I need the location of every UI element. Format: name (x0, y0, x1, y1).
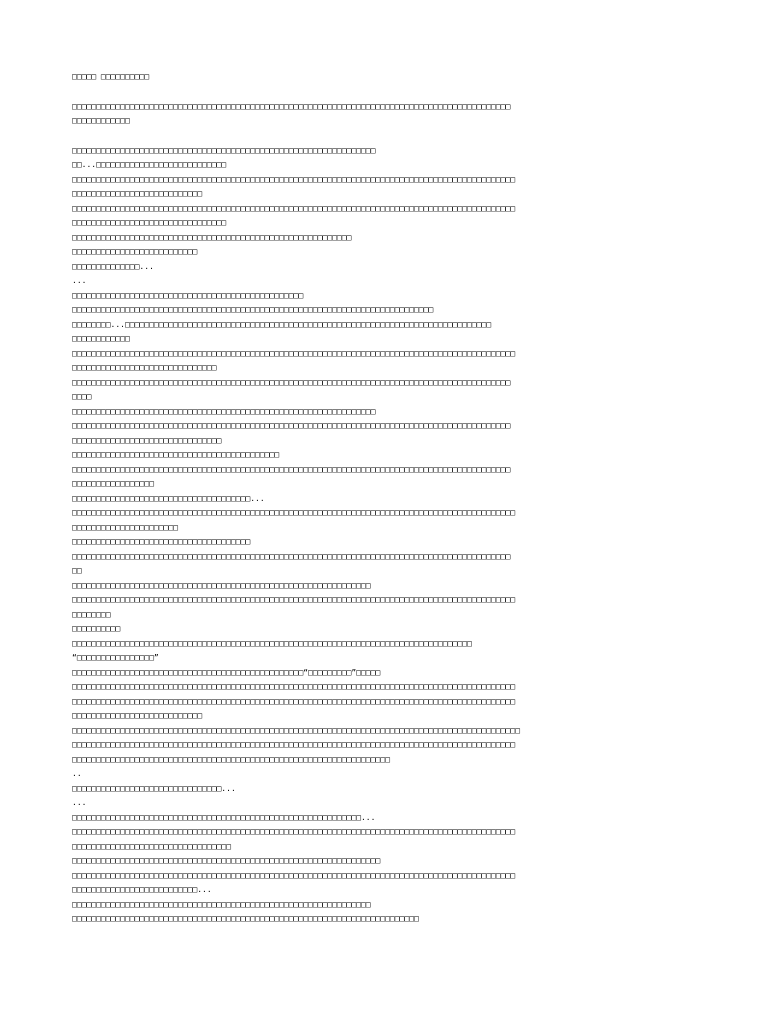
text-line: □□□□□□□□□□□□□□... (72, 261, 154, 271)
text-line: □□□□□□□□□□□□□□□□□□□□□□□□□□□□□□□□□□□□□□□□□□□□□□□□□□□□□□□□□□□□□□□□□□□□□□□□□□□□□□□□□□□□□□□□□□□ (72, 464, 511, 474)
text-line: □□□□□□□□□□□□□□□□□□□□□□□□□□□□□□□□□□□□□□□□□□□□□□□□□□□□□□□□□□□□□□ (72, 899, 371, 909)
text-line: □□□□□□□□□□□□□□□□□□□□□□□□□□□□□□□□□□□□□□□□□□□□□□□□□□□□□□□□□□□□□□□ (72, 406, 376, 416)
text-line: □□□□□□□□□□□□□□□□□□□□□□□□□□□□□□□□□□□□□□□□□□□□□□□□□□□□□□□□□□□□□□□□□□□□□□□□□□□□□□□□□□□□□□□□□□□□ (72, 595, 516, 604)
text-line: □□□□□□□□□□□□□□□□□□□□□□□□□□□□□□□□□□□□□□□□□□□□□□□□□□□□□□□□□□□□□□□□□□□□□□□□□□□□□□□□□□□□□□□□□□□ (72, 421, 511, 430)
text-line: □□□□ (72, 392, 92, 401)
text-line: ... (72, 276, 87, 285)
intro-paragraph (72, 100, 712, 129)
text-line: □□□□□□□□□□□□□□□□□□□□□□□□□□□□□□□□□□□□□□□□□□□□□□□□“□□□□□□□□□”□□□□□ (72, 667, 381, 677)
text-line: □□□□□□□□□□□□□□□□□□□□□□□□□□□□□□□□□□□□□... (72, 493, 265, 503)
text-line: □□ (72, 566, 82, 575)
text-line: □□□□□□□□□□□□□□□□□□□□□□□□□□□□□□□□□□□□□□□□□□□□□□□□□□□□□□□□□□□□□□□□□□□□□□□□□□□□□□□□□□□□□□□□□□□□ (72, 870, 516, 880)
text-line: □□□□□□□□□□□□□□□□□□□□□□□□□□□□□□□□□□□□□□□□□□□□□□□□□□□□□□□□□□□□... (72, 812, 376, 822)
text-line: □□□□□□□□□□□□□□□□□□□□□□□□□□□□□□□□□□□□□□□□□□□□□□□□□□□□□□□□□□□□□□□□□□□□□□□□□□□□□□□□□□□□□□□□□□□ (72, 377, 511, 387)
text-line: □□□□□□□□□□□□□□□□□□□□□□□□□□□□□□□□ (72, 218, 227, 227)
text-line: .. (72, 769, 82, 778)
text-line: □□□□□□□□□□□□□□□□□□□□□□□□□□... (72, 885, 212, 894)
text-line: □□□□□□□□...□□□□□□□□□□□□□□□□□□□□□□□□□□□□□□□□□□□□□□□□□□□□□□□□□□□□□□□□□□□□□□□□□□□□□□□□□□□□ (72, 319, 492, 329)
intro-line: □□□□□□□□□□□□□□□□□□□□□□□□□□□□□□□□□□□□□□□□□□□□□□□□□□□□□□□□□□□□□□□□□□□□□□□□□□□□□□□□□□□□□□□□□□□ (72, 101, 511, 111)
text-line: □□□□□□□□□□□□□□□□□□□□□□□□□□□□□□□□□□□□□□□□□□□ (72, 450, 280, 459)
text-line: □□□□□□□□□□□□□□□□□□□□□□□□□□□□□□□ (72, 435, 222, 445)
text-line: ... (72, 798, 87, 807)
text-line: □□□□□□□□□□□□□□□□□□□□□□□□□□□□□□□□□□□□□□□□□□□□□□□□□□□□□□□□□□□□□□□□□□□□□□□□□□□□□□□□□□□□□□□□□□□□ (72, 174, 516, 184)
text-line: “□□□□□□□□□□□□□□□□” (72, 653, 159, 662)
text-line: □□□□□□□□□□□□□□□□□□□□□□□□□□□□□□□□□□□□□□□□□□□□□□□□□□□□□□□□□□□□□□□□□□□□□□□□□□□□□□□□□□□□□□□□□□□□ (72, 827, 516, 836)
text-line: □□□□□□□□□□□□□□□□□□□□□□□□□□□□□□□□□□□□□ (72, 537, 251, 546)
text-line: □□□□□□□□□□□□□□□□□□□□□□□□□□□□□□□□□□□□□□□□□□□□□□□□□□□□□□□□□□□□□□□□□□□□□□□□□□□□□□□□□□□□□□□□□□□ (72, 551, 511, 561)
document-page (72, 70, 712, 927)
text-line: □□□□□□□□□□□□□□□□□□□□□□□□□□□□□□□□□□□□□□□□□□□□□□□□□□□□□□□□□□□□□□□□□□□□□□□□ (72, 914, 419, 923)
intro-line: □□□□□□□□□□□□ (72, 116, 130, 125)
text-line: □□□□□□□□□□□□□□□□□□□□□□□□□□□□□□□□□□□□□□□□□□□□□□□□□□□□□□□□□□□□□□□□□□□□□□□□□□□□□□□□□□□□□□□□□□□□ (72, 203, 516, 213)
text-line: □□□□□□□□□□□□□□□□□□□□□□□□□□□□□□□□□□□□□□□□□□□□□□□□□□□□□□□□□□□□□□□□□□□□□□□□□□□□□□□□□□□□□□□□□□□□ (72, 348, 516, 358)
text-line: □□□□□□□□□□□□□□□□□□□□□□□□□□□□□□□□□□□□□□□□□□□□□□□□□□□□□□□□□□□□□□□□□□□□□□□□□□□ (72, 305, 434, 314)
text-line: □□□□□□□□□□ (72, 624, 121, 633)
text-line: □□□□□□□□□□□□□□□□□□□□□□□□□□□□□□□□□□□□□□□□□□□□□□□□□□□□□□□□□□□□□□□□□□□□□□□□□□□□□□□□□□□ (72, 638, 472, 648)
text-line: □□□□□□□□□□□□□□□□□□□□□□□□□□□□□□□□□□□□□□□□□□□□□□□□□□□□□□□□□□□□□□□□□□□□□□□□□□□□□□□□□□□□□□□□□□□□□ (72, 725, 520, 735)
text-line: □□□□□□□□□□□□□□□□□□□□□□□□□□□□□□□... (72, 783, 236, 793)
text-line: □□□□□□□□□□□□□□□□□□□□□□□□□□ (72, 247, 198, 256)
text-line: □□□□□□□□□□□□□□□□□□□□□□ (72, 522, 178, 532)
text-line: □□□□□□□□□□□□□□□□□□□□□□□□□□□□□□□□□□□□□□□□□□□□□□□□□□□□□□□□□□□□□□□□□□□□□□□□□□□□□□□□□□□□□□□□□□□□ (72, 696, 516, 706)
text-line: □□□□□□□□□□□□□□□□□□□□□□□□□□□□□□ (72, 363, 217, 372)
text-line: □□...□□□□□□□□□□□□□□□□□□□□□□□□□□□ (72, 160, 227, 169)
text-line: □□□□□□□□□□□□□□□□□□□□□□□□□□□ (72, 189, 203, 198)
text-line: □□□□□□□□□□□□ (72, 334, 130, 343)
text-line: □□□□□□□□□□□□□□□□□□□□□□□□□□□□□□□□□□□□□□□□□□□□□□□□□□□□□□□□□□□□□□□□□□□□□□□□□□□□□□□□□□□□□□□□□□□□ (72, 682, 516, 691)
text-line: □□□□□□□□□□□□□□□□□□□□□□□□□□□□□□□□□□□□□□□□□□□□□□□□□□□□□□□□□□ (72, 232, 352, 242)
text-line: □□□□□□□□□□□□□□□□□□□□□□□□□□□□□□□□□□□□□□□□□□□□□□□□□□□□□□□□□□□□□□ (72, 580, 371, 590)
text-line: □□□□□□□□ (72, 609, 111, 619)
text-line: □□□□□□□□□□□□□□□□□□□□□□□□□□□□□□□□□□□□□□□□□□□□□□□□□□□□□□□□□□□□□□□□□□□□□□□□□□□□□□□□□□□□□□□□□□□□ (72, 740, 516, 749)
text-line: □□□□□□□□□□□□□□□□□ (72, 479, 154, 488)
text-line: □□□□□□□□□□□□□□□□□□□□□□□□□□□□□□□□□□□□□□□□□□□□□□□□□□□□□□□□□□□□□□□ (72, 145, 376, 155)
document-body (72, 144, 712, 927)
document-title: □□□□□ □□□□□□□□□□ (72, 72, 150, 81)
text-line: □□□□□□□□□□□□□□□□□□□□□□□□□□□□□□□□□ (72, 841, 231, 851)
text-line: □□□□□□□□□□□□□□□□□□□□□□□□□□□□□□□□□□□□□□□□□□□□□□□□□□□□□□□□□□□□□□□□ (72, 856, 381, 865)
text-line: □□□□□□□□□□□□□□□□□□□□□□□□□□□ (72, 711, 203, 720)
text-line: □□□□□□□□□□□□□□□□□□□□□□□□□□□□□□□□□□□□□□□□□□□□□□□□□□□□□□□□□□□□□□□□□□ (72, 754, 390, 764)
text-line: □□□□□□□□□□□□□□□□□□□□□□□□□□□□□□□□□□□□□□□□□□□□□□□□□□□□□□□□□□□□□□□□□□□□□□□□□□□□□□□□□□□□□□□□□□□□ (72, 508, 516, 517)
text-line: □□□□□□□□□□□□□□□□□□□□□□□□□□□□□□□□□□□□□□□□□□□□□□□□ (72, 290, 304, 300)
